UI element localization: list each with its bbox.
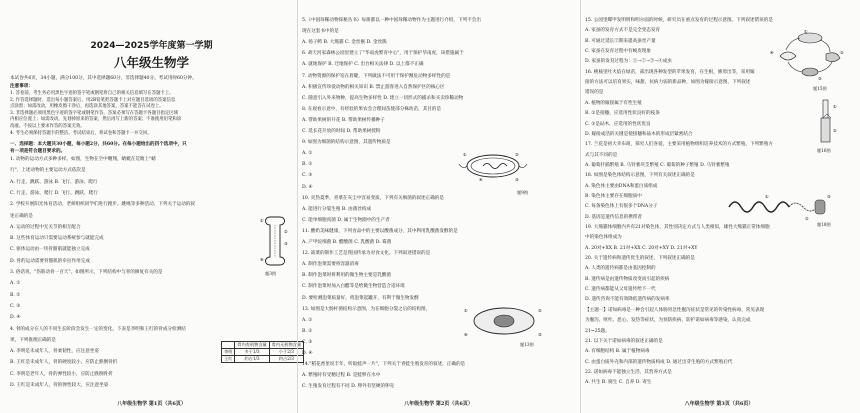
table-cell: 骨内有机物含量 [235, 342, 269, 349]
text-line: A. 有细胞结构 B. 属于植物病毒 [585, 349, 650, 355]
text-line: C. 行走、游泳、爬行 D. 飞行、跳跃、爬行 [10, 190, 98, 196]
fig13-caption: 题13图 [520, 342, 534, 347]
text-line: C. 由蛋白质外壳和内部的遗传物质构成 D. 通过出芽生殖的方式繁殖后代 [585, 359, 733, 365]
fig9-caption: 题9图 [517, 190, 529, 195]
text-line: A. 帮助果树的开花 B. 帮助果树传播种子 [302, 117, 385, 123]
text-line: 接的方法可以培育果实，味甜，抗病力弱的新品种，如图为嫁接示意图，下列叙述 [585, 80, 751, 86]
svg-text:③: ③ [515, 177, 519, 182]
text-line: A. 能进行分裂生殖 B. 由菌丝构成 [302, 206, 372, 212]
table-row [222, 349, 304, 356]
text-line: A. 家蚕的发育方式不是完全变态发育 [585, 28, 661, 34]
text-line: 内相应位置上；如需改动，先划掉原来的答案，然后再写上新的答案；不准使用铅笔和涂 [10, 117, 182, 123]
text-line: A. 李明是未成年人，骨柔韧性，应注意坐姿 [10, 349, 99, 355]
page-2-footer: 八年级生物学 第2页（共6页） [404, 401, 473, 407]
text-line: 10. 炎热夏季，青菜在灰尘中容易变质，下列有关细菌的叙述正确的是 [302, 195, 444, 201]
text-line: B. 可通过延长②期来提高蚕丝产量 [585, 38, 656, 44]
text-line: 点涂黑；如需改动，用橡皮擦干净后，再选涂其他答案，答案不能答在试卷上。 [10, 104, 164, 110]
text-line: 13. 如图是大肠杆菌结构示意图，为在细胞分裂之后的结构图， [302, 306, 431, 312]
bacteria-structure-figure [457, 148, 529, 184]
svg-text:②: ② [805, 216, 809, 221]
text-line: 有一项是符合题目要求的。 [10, 148, 66, 154]
text-line: 17. 兰花是初大幸布商，探究人们喜爱，主要采用植物组织培养技术的方式繁殖，下列繁殖方 [585, 142, 773, 148]
text-line: A. 运动的过程中无关节的相互配合 [10, 224, 81, 230]
text-line: 3. 俗话说，"伤筋动骨一百天"。如图所示，下列结构中与骨的修复有关的是 [10, 270, 163, 275]
text-line: 中的染色体组成为 [585, 235, 622, 241]
text-line: 6. 胡天河家森林公园里建立了"华南虎繁育中心"，用于保护华南虎，该措施属于 [302, 51, 464, 57]
text-line: 述正确的是 [10, 213, 33, 219]
text-line: 果，下列推理正确的是 [10, 337, 56, 343]
svg-text:③: ③ [818, 76, 822, 81]
table-cell [222, 342, 235, 349]
svg-text:②: ② [833, 128, 837, 133]
text-line: 3. 非选择题必须用黑色字迹的签字笔或钢笔作答，答案必须写在答题卡各题目指定区域 [10, 110, 179, 116]
text-line: A. 共生 B. 腐生 C. 自养 D. 寄生 [585, 380, 652, 386]
text-line: 8. 在观看示意中，有经验的果农会合理间苗使部分株幼苗，其目的是 [302, 106, 442, 112]
bone-composition-table [221, 341, 304, 363]
text-line: A. 葡萄扦插繁殖 B. 马铃薯块茎繁殖 C. 葡萄的种子繁殖 D. 马铃薯繁殖 [585, 162, 730, 168]
text-line: D. 嫁接成活的关键是使接穗和砧木的形成层紧密结合 [585, 131, 693, 137]
text-line: C. ③ [10, 303, 21, 309]
page-3-footer: 八年级生物学 第3页（共6页） [684, 401, 754, 407]
text-line: 12. 战菜的制作工艺是我国传承为对食文化，下列叙述错误的是 [302, 251, 431, 257]
subject-title: 八年级生物学 [113, 55, 189, 70]
text-line: 7. 动物资源的保护迫在眉睫，下列做法不可用于保护濒危动物多样性的是 [302, 73, 451, 79]
text-line: D. 遗传咨询不能有效降低遗传病的发病率 [585, 297, 670, 303]
table-cell: 约占1/3 [235, 356, 269, 363]
text-line: A. 植物的嫁接属于有性生殖 [585, 100, 642, 106]
table-row [222, 342, 304, 349]
svg-text:④: ④ [479, 177, 483, 182]
svg-text:①: ① [765, 194, 769, 199]
text-line: A. 积极宣传珍爱动物的相关知识 B. 禁止游客进入自然保护区的核心区 [302, 84, 445, 90]
svg-text:④: ④ [260, 257, 264, 262]
text-line: B. ② [302, 162, 313, 168]
svg-text:②: ② [284, 229, 288, 234]
text-line: A. 行走、跳跃、游泳 B. 飞行、游泳、爬行 [10, 179, 98, 185]
page-2-column [302, 0, 575, 413]
text-line: 16. 桃核里吐火焰在绿苗，部出现各种发型的苹果发育，在生根，修剪出等，采用嫁 [585, 69, 755, 75]
text-line: 2. 作答选择题时，选出每小题答案后，用2B铅笔把答题卡上对应题目选项的答案信息 [10, 97, 176, 103]
text-line: 9. 如图为细菌的结构示意图，其遗传物质是 [302, 140, 391, 146]
text-line: 2. 学校开展阳光体育活动，老师组织同学们进行跑步。跳绳等多种活动。下列关于运动的叙 [10, 202, 196, 208]
table-cell: 约占2/3 [269, 356, 303, 363]
text-line: C. 随意引入外来物种，提高生物多样性 D. 建立一切形式的捕杀和买卖珍稀动物 [302, 95, 464, 101]
text-line: A. ① [10, 281, 21, 287]
text-line: 15. 公园里蝶甲发明明和明尔面的时候，研究员在重点发育的过程示意图。下列叙述错误的是 [585, 18, 773, 23]
text-line: 5.《中国珍稀动物探秘丛书》每册都以一种中国珍稀动物作为主题进行介绍，下列不会出 [302, 18, 481, 23]
notice-heading: 注意事项： [10, 84, 33, 89]
chromosome-figure [725, 192, 835, 222]
fig3-caption: 题3图 [265, 271, 277, 276]
fig15-caption: 题15图 [813, 86, 827, 91]
fig16-caption: 题16图 [817, 148, 831, 153]
text-line: A. ① [302, 317, 313, 323]
svg-text:③: ③ [827, 194, 831, 199]
text-line: A. 20对+XX B. 21对+XX C. 20对+XY D. 21对+XY [585, 245, 698, 251]
text-line: B. 制作泡菜时将利用的微生物主要是乳酸菌 [302, 273, 391, 279]
svg-text:①: ① [833, 104, 837, 109]
table-cell: 多于1/3 [235, 349, 269, 356]
text-line: 14."稻花香里说丰年，听取蛙声一片"，下列关于青蛙生殖发育的叙述，正确的是 [302, 362, 466, 368]
silkworm-lifecycle-figure [770, 30, 850, 82]
text-line: C. 制作泡菜时加入白醋等是给微生物营造合适环境 [302, 284, 405, 290]
text-line: A. 产甲烷细菌 B. 醋酸菌 C. 乳酸菌 D. 霉菌 [302, 240, 392, 245]
fig18-caption: 题18图 [817, 222, 831, 227]
exam-meta: 本试卷共6页，34小题，满分100分，其中选择题60分，非选择题40分。考试用时60分钟。 [10, 76, 197, 81]
text-line: 22. 诺如病毒不能独立生活，其营养方式是 [585, 369, 672, 375]
text-line: 18. 如图是染色体结构示意图，下列有关叙述正确的是 [585, 173, 695, 179]
text-line: D. 家蚕的发育过程为：①→②→③→④成虫 [585, 59, 672, 65]
page-1-footer: 八年级生物学 第1页（共6页） [117, 401, 186, 407]
text-line: 19. 大熊猫体细胞内共有21对染色体，其性别决定方式与人类相似，雄性大熊猫正常体细胞 [585, 225, 770, 230]
svg-text:③: ③ [284, 241, 288, 246]
svg-text:②: ② [840, 50, 844, 55]
text-line: C. 每条染色体上有很多个DNA分子 [585, 204, 658, 210]
text-line: A. ① [302, 151, 313, 157]
text-line: 式与其不同的是 [585, 152, 618, 158]
text-line: C. 驱体运动由一块骨骼肌就能独立完成 [10, 247, 90, 253]
text-line: D. ④ [10, 315, 21, 321]
svg-text:②: ② [538, 308, 542, 313]
text-line: 1. 动物的运动方式多种多样。如图，生物在空中翱翔，蜻蜓在荒塘上"蜻 [10, 157, 156, 162]
text-line: 20. 关于遗传病和遗传优生的叙述，下列叙述正确的是 [585, 256, 695, 262]
text-line: B. ② [10, 292, 21, 298]
text-line: D. 骨的运动需要骨骼肌的牵拉作用完成 [10, 258, 90, 264]
page-3-column [585, 0, 853, 413]
text-line: B. ①是接穗，应选用性状良好的枝条 [585, 111, 660, 117]
svg-text:①: ① [464, 308, 468, 313]
text-line: D. 要检测泡菜质量好，将泡菜起罐开，有利于微生物发酵 [302, 295, 419, 301]
svg-text:③: ③ [538, 332, 542, 337]
text-line: 改液。不按以上要求作答的答案无效。 [10, 124, 85, 129]
text-line: A. 就地保护 B. 迁地保护 C. 出台相关法律 D. 以上都不正确 [302, 62, 424, 68]
text-line: D. 基因是遗传信息的携带者 [585, 214, 642, 220]
text-line: C. 李明是老年人，骨的弹性较小，应防止跌倒骨折 [10, 371, 113, 377]
text-line: B. 染色体主要存在细胞质中 [585, 193, 642, 199]
text-line: A. 扬子鳄 B. 大熊猫 C. 金丝猴 D. 金丝熊 [302, 40, 387, 46]
text-line: B. 王红是未成年人，骨的硬度较小，应防止跌倒骨折 [10, 360, 118, 366]
grafting-figure [807, 96, 847, 146]
table-cell: 李明 [222, 349, 235, 356]
text-line: C. 延长花开放的时间 D. 帮助果树授粉 [302, 129, 381, 134]
text-line: 21. 以下关于诺如病毒的叙述正确的是 [585, 338, 663, 344]
text-line: D. 王红是未成年人，骨的弹性较大，应注意坐姿 [10, 383, 109, 388]
text-line: D. ④ [302, 184, 313, 190]
table-cell: 骨内无机物含量 [269, 342, 303, 349]
exam-year-title: 2024—2025学年度第一学期 [90, 41, 213, 51]
text-line: 一、选择题：本大题共30小题，每小题2分，共60分。在每小题给出的四个选项中，只 [10, 142, 187, 147]
text-line: B. ② [302, 328, 313, 334]
text-line: A. 繁殖时有受精过程 B. 是蛙卵在水中 [302, 373, 381, 379]
text-line: C. ③ [302, 173, 313, 179]
text-line: A. 染色体主要由DNA和蛋白质组成 [585, 183, 658, 189]
page-1-column [10, 0, 302, 413]
bone-structure-figure [260, 213, 290, 269]
table-cell: 王红 [222, 356, 235, 363]
text-line: C. 能单细胞真菌 D. 属于生物圈中的生产者 [302, 217, 390, 223]
text-line: C. ③ [302, 339, 313, 345]
text-line: C. ②是砧木，应选用的性状优良 [585, 121, 651, 127]
text-line: B. 这些体育运动只需要运动系统参与就能完成 [10, 236, 104, 242]
svg-text:①: ① [804, 29, 808, 34]
svg-text:④: ④ [464, 332, 468, 337]
text-line: A. 制作泡菜需要将容器消毒 [302, 262, 359, 268]
text-line: 行"，上述动物的主要运动方式依次是 [10, 168, 86, 174]
text-line: 错误的是 [585, 90, 604, 96]
text-line: 1. 答卷前，考生务必用黑色字迹的签字笔或钢笔将自己的相关信息填写在答题卡上。 [10, 91, 174, 96]
svg-text:②: ② [515, 152, 519, 157]
svg-text:①: ① [463, 152, 467, 157]
text-line: B. 遗传病是由遗传物质改变而引起的疾病 [585, 276, 670, 282]
svg-text:①: ① [260, 218, 264, 223]
table-row [222, 356, 304, 363]
cell-structure-figure [462, 302, 546, 340]
text-line: 为腹泻、呕吐、恶心、发热等症状，为预防疾病，防护诺如病毒等感染，认真完成 [585, 318, 751, 324]
text-line: 4. 骨的成分在人的不同生长阶段会发生一定的变化。下表是李明和王红的骨成分检测结 [10, 326, 186, 332]
text-line: C. 遗传病都能从父母遗传给下一代 [585, 287, 656, 293]
text-line: 现在这套书中的是 [302, 29, 339, 35]
svg-text:④: ④ [770, 50, 774, 55]
table-cell: 小于2/3 [269, 349, 303, 356]
text-line: 21~25题。 [585, 328, 610, 334]
text-line: D. ④ [302, 351, 313, 356]
column-divider [297, 0, 298, 413]
column-divider [580, 0, 581, 413]
text-line: 【主题一】诺如病毒是一种会引起人体肠胃急性腹泻症状是常见的传染性病毒，常见表现 [585, 307, 765, 313]
text-line: C. 家蚕在发育过程中有蜕皮现象 [585, 49, 651, 55]
text-line: 11. 酸奶美味健康，下列食品中的主要以酸菌成分，其中利用乳酸菌发酵的是 [302, 228, 458, 234]
text-line: A. 人类的遗传病都是由基因控制的 [585, 266, 656, 272]
text-line: 4. 考生必须保持答题卡的整洁。考试结束后，将试卷和答题卡一并交回。 [10, 130, 152, 136]
text-line: C. 生殖发育过程有不同 D. 卵外有坚硬的卵壳 [302, 384, 395, 390]
